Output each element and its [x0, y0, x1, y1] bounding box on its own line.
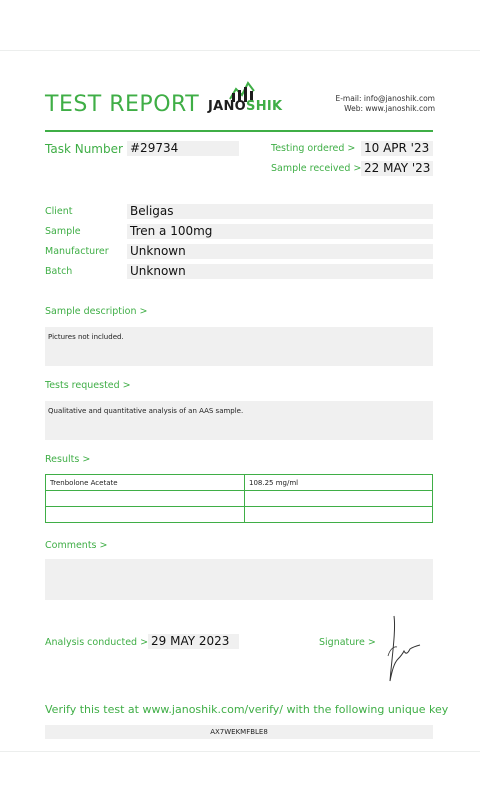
testing-ordered-label: Testing ordered > — [271, 143, 356, 154]
result-compound-cell — [46, 491, 245, 507]
report-page — [0, 50, 480, 752]
sample-received-value: 22 MAY '23 — [361, 161, 433, 176]
task-number-label: Task Number — [45, 142, 123, 156]
signature-icon — [380, 611, 430, 691]
result-compound-cell: Trenbolone Acetate — [46, 475, 245, 491]
batch-value: Unknown — [127, 264, 433, 279]
sample-description-text: Pictures not included. — [48, 333, 124, 341]
tests-requested-label: Tests requested > — [45, 380, 131, 391]
result-compound-cell — [46, 507, 245, 523]
tests-requested-box — [45, 401, 433, 440]
logo-wordmark — [208, 99, 282, 114]
table-row — [46, 475, 433, 491]
client-value: Beligas — [127, 204, 433, 219]
testing-ordered-value: 10 APR '23 — [361, 141, 433, 156]
batch-label: Batch — [45, 266, 73, 277]
results-label: Results > — [45, 454, 91, 465]
logo-text-main: JANO — [208, 99, 247, 114]
results-table — [45, 474, 433, 523]
result-amount-cell — [245, 491, 433, 507]
contact-email: E-mail: info@janoshik.com — [335, 94, 435, 103]
sample-description-label: Sample description > — [45, 306, 148, 317]
client-label: Client — [45, 206, 73, 217]
sample-received-label: Sample received > — [271, 163, 362, 174]
header-divider — [45, 130, 433, 132]
analysis-date-value: 29 MAY 2023 — [148, 634, 239, 649]
logo-text-accent: SHIK — [246, 99, 283, 114]
result-amount-cell — [245, 507, 433, 523]
sample-description-box — [45, 327, 433, 366]
table-row — [46, 491, 433, 507]
analysis-conducted-label: Analysis conducted > — [45, 637, 149, 648]
verify-instructions: Verify this test at www.janoshik.com/verify/ with the following unique key — [45, 703, 449, 716]
comments-text — [45, 559, 433, 571]
sample-value: Tren a 100mg — [127, 224, 433, 239]
result-amount-cell: 108.25 mg/ml — [245, 475, 433, 491]
task-number-value: #29734 — [127, 141, 239, 156]
contact-web: Web: www.janoshik.com — [344, 104, 435, 113]
report-title: TEST REPORT — [45, 92, 200, 117]
comments-box — [45, 559, 433, 600]
verification-key: AX7WEKMFBLE8 — [45, 725, 433, 739]
table-row — [46, 507, 433, 523]
comments-label: Comments > — [45, 540, 108, 551]
manufacturer-value: Unknown — [127, 244, 433, 259]
manufacturer-label: Manufacturer — [45, 246, 109, 257]
sample-label: Sample — [45, 226, 81, 237]
tests-requested-text: Qualitative and quantitative analysis of an AAS sample. — [48, 407, 244, 415]
contact-info — [335, 94, 435, 114]
signature-label: Signature > — [319, 637, 376, 648]
